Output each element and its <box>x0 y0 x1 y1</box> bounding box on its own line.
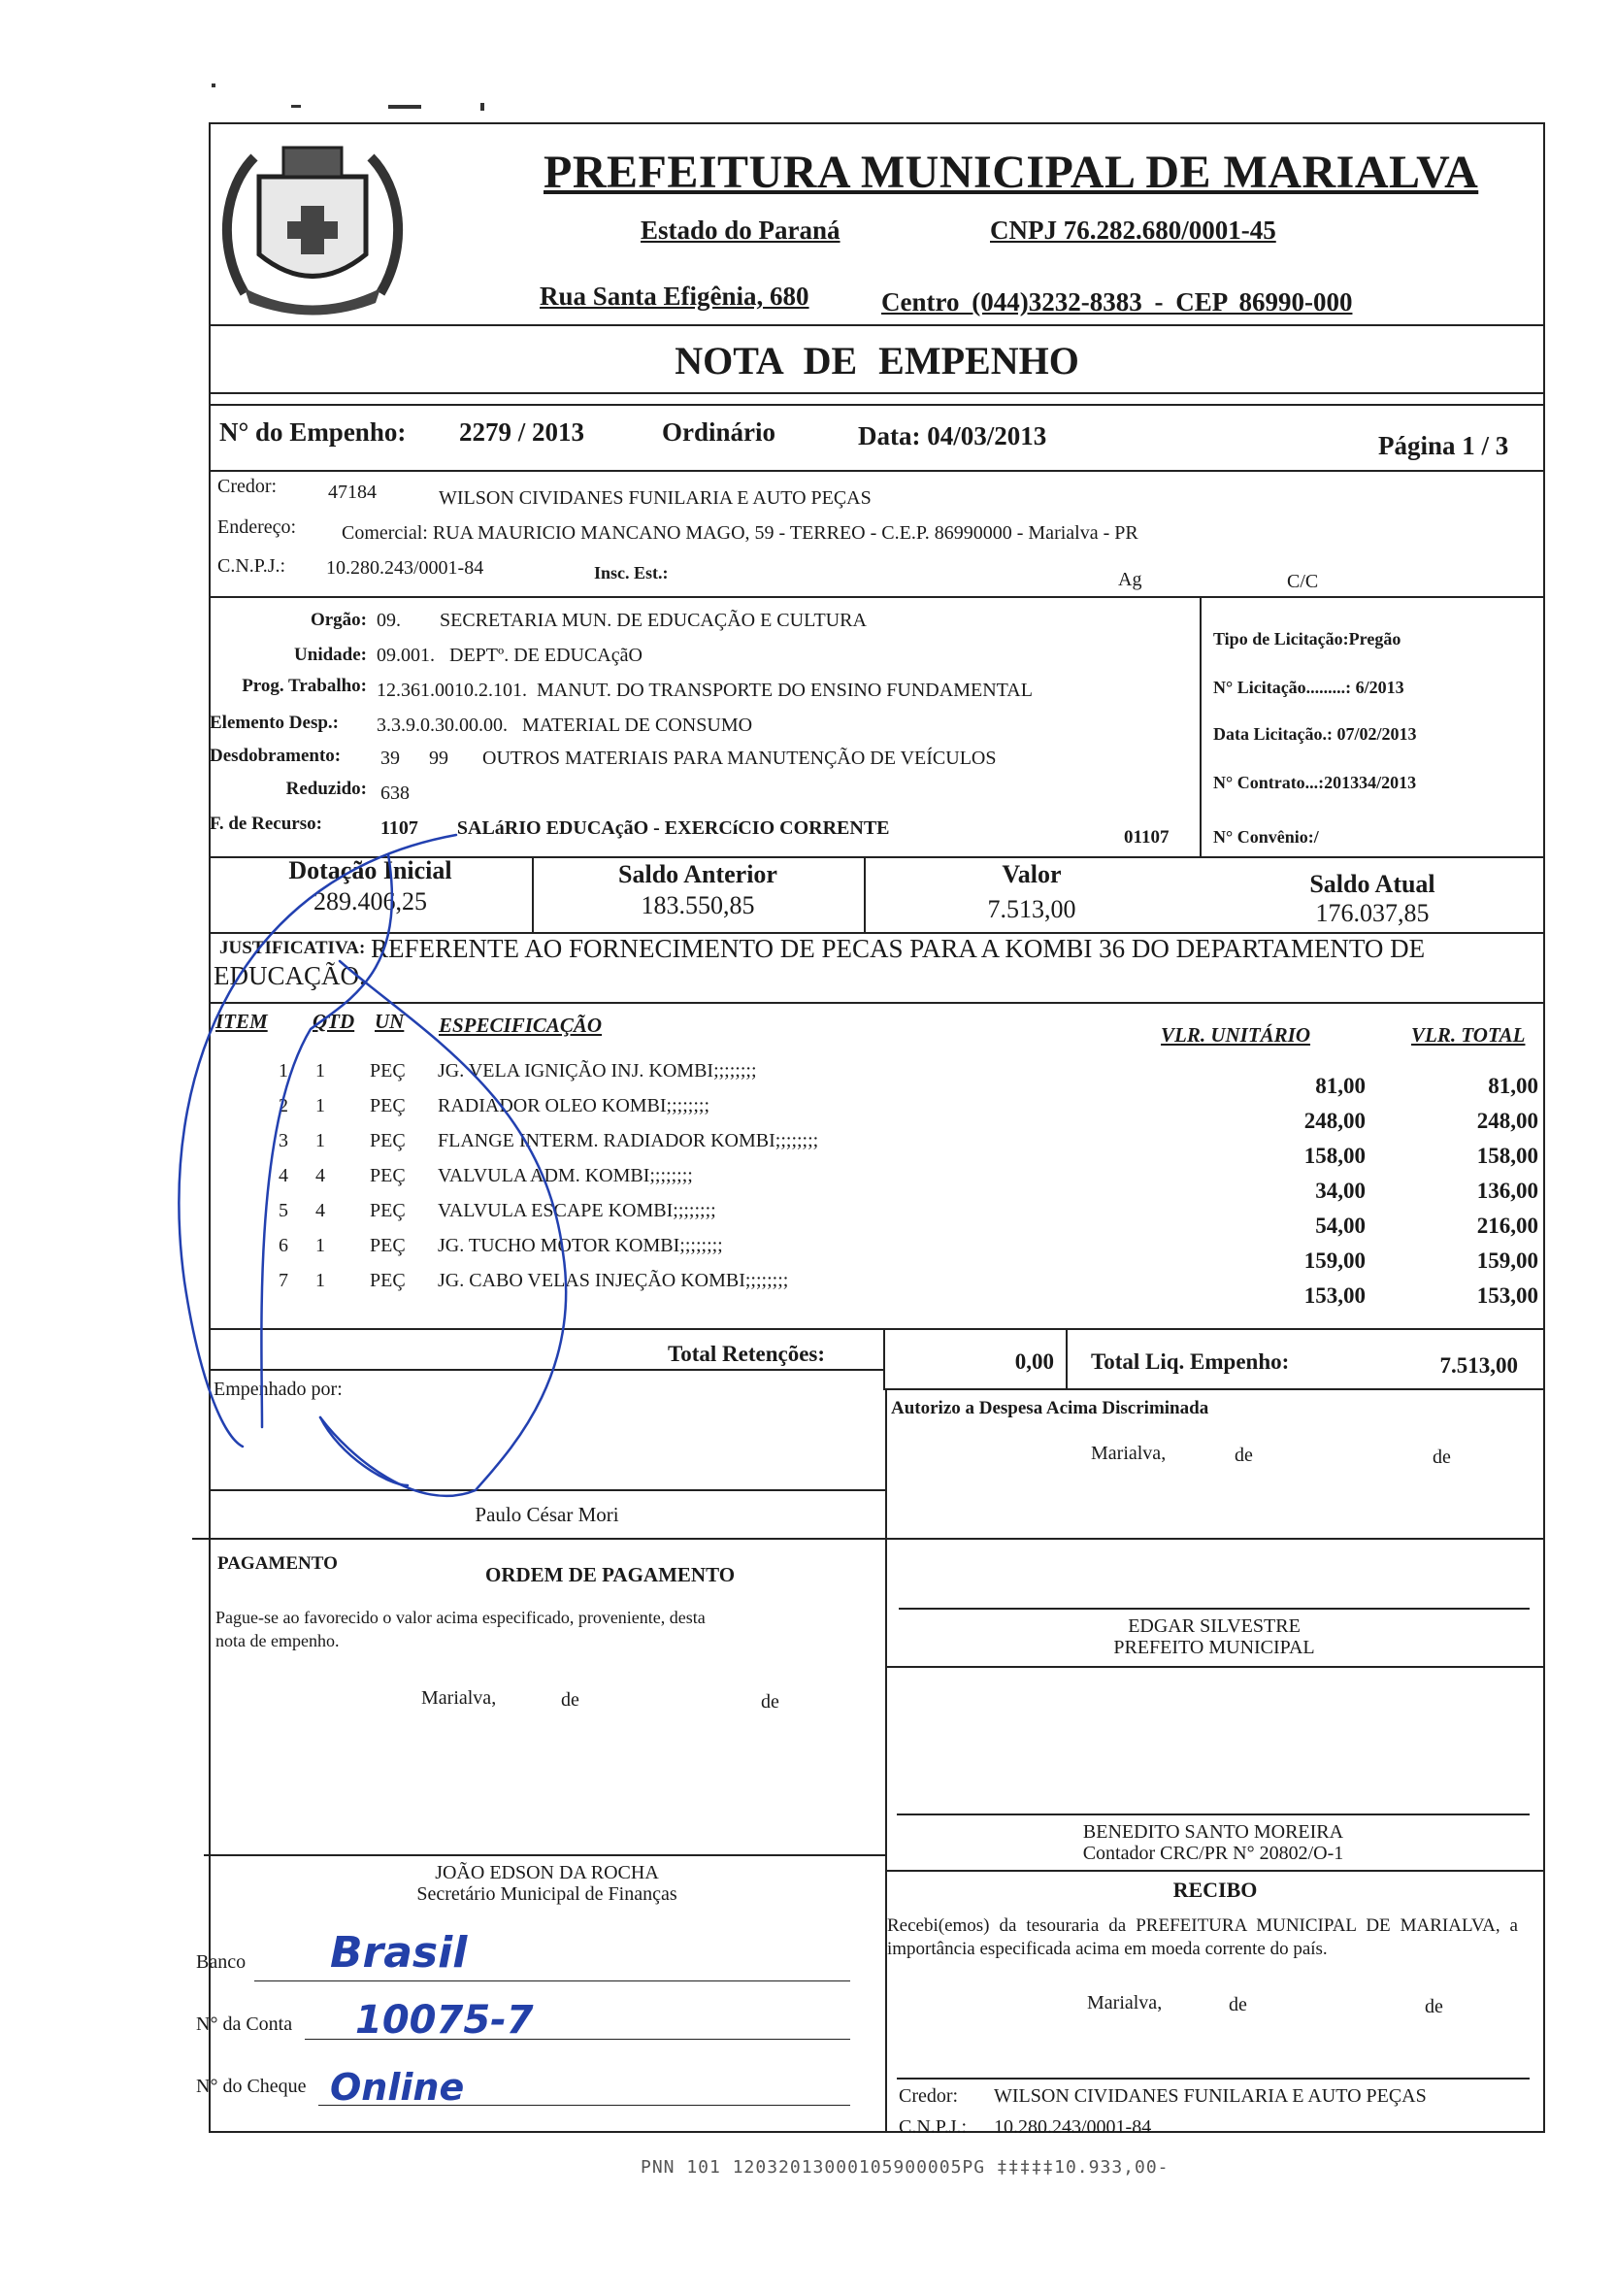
recibo-text: Recebi(emos) da tesouraria da PREFEITURA MUNICIPAL DE MARIALVA, a importância especificada acima em moeda corrente do país. <box>887 1915 1518 1959</box>
contador-role: Contador CRC/PR N° 20802/O-1 <box>1082 1843 1344 1864</box>
contrato-numero: N° Contrato...:201334/2013 <box>1213 773 1417 792</box>
justificativa-text-cont: EDUCAÇÃO. <box>214 961 366 990</box>
item-desc: FLANGE INTERM. RADIADOR KOMBI;;;;;;;; <box>438 1130 819 1151</box>
autorizo-label: Autorizo a Despesa Acima Discriminada <box>891 1398 1209 1418</box>
cnpj-label: C.N.P.J.: <box>217 555 286 577</box>
elemento-value: 3.3.9.0.30.00.00. MATERIAL DE CONSUMO <box>377 715 753 736</box>
credor-name: WILSON CIVIDANES FUNILARIA E AUTO PEÇAS <box>439 487 872 509</box>
footer-code: PNN 101 12032013000105900005PG ‡‡‡‡‡10.933,00- <box>641 2157 1170 2178</box>
prefeito-role: PREFEITO MUNICIPAL <box>1113 1637 1315 1658</box>
reduzido-value: 638 <box>380 782 410 804</box>
item-number: 5 <box>279 1200 288 1221</box>
saldo-anterior-value: 183.550,85 <box>641 891 755 919</box>
item-desc: RADIADOR OLEO KOMBI;;;;;;;; <box>438 1095 709 1116</box>
ordem-pagamento-label: ORDEM DE PAGAMENTO <box>485 1563 736 1586</box>
conta-label: N° da Conta <box>196 2013 293 2035</box>
recurso-value: 1107 SALáRIO EDUCAçãO - EXERCíCIO CORRENTE <box>380 817 890 839</box>
cheque-label: N° do Cheque <box>196 2076 307 2097</box>
item-un: PEÇ <box>370 1235 406 1256</box>
item-total-value: 81,00 <box>1488 1074 1538 1098</box>
empenho-date: Data: 04/03/2013 <box>858 421 1047 450</box>
item-un: PEÇ <box>370 1200 406 1221</box>
saldo-atual-value: 176.037,85 <box>1315 899 1430 927</box>
item-number: 4 <box>279 1165 288 1186</box>
credor-label: Credor: <box>217 476 278 497</box>
unidade-value: 09.001. DEPTº. DE EDUCAçãO <box>377 645 643 666</box>
total-liq-value: 7.513,00 <box>1439 1353 1518 1378</box>
recurso-code: 01107 <box>1124 827 1170 848</box>
item-qtd: 4 <box>315 1200 325 1221</box>
item-un: PEÇ <box>370 1095 406 1116</box>
item-unit-value: 54,00 <box>1315 1214 1366 1238</box>
header-street: Rua Santa Efigênia, 680 <box>540 282 809 311</box>
prog-value: 12.361.0010.2.101. MANUT. DO TRANSPORTE DO ENSINO FUNDAMENTAL <box>377 680 1033 701</box>
item-unit-value: 34,00 <box>1315 1179 1366 1203</box>
item-un: PEÇ <box>370 1130 406 1151</box>
item-number: 7 <box>279 1270 288 1291</box>
address-label: Endereço: <box>217 516 297 538</box>
item-total-value: 158,00 <box>1476 1144 1538 1168</box>
item-un: PEÇ <box>370 1165 406 1186</box>
item-unit-value: 159,00 <box>1303 1248 1366 1273</box>
item-total-value: 216,00 <box>1476 1214 1538 1238</box>
recibo-de: de <box>1229 1994 1247 2015</box>
pagamento-text: Pague-se ao favorecido o valor acima especificado, proveniente, desta <box>215 1608 706 1627</box>
item-unit-value: 158,00 <box>1303 1144 1366 1168</box>
secretario-role: Secretário Municipal de Finanças <box>416 1883 677 1905</box>
credor-cnpj: 10.280.243/0001-84 <box>326 557 484 579</box>
item-desc: JG. VELA IGNIÇÃO INJ. KOMBI;;;;;;;; <box>438 1060 757 1081</box>
item-un: PEÇ <box>370 1270 406 1291</box>
desdobramento-label: Desdobramento: <box>210 746 342 766</box>
autorizo-de: de <box>1235 1445 1253 1466</box>
doc-title: NOTA DE EMPENHO <box>675 339 1079 383</box>
item-number: 3 <box>279 1130 288 1151</box>
col-item-header: ITEM <box>215 1010 268 1033</box>
pagamento-de: de <box>761 1691 779 1713</box>
header-contact: Centro (044)3232-8383 - CEP 86990-000 <box>881 287 1353 316</box>
empenho-label: N° do Empenho: <box>219 417 407 447</box>
justificativa-text: REFERENTE AO FORNECIMENTO DE PECAS PARA A KOMBI 36 DO DEPARTAMENTO DE <box>371 934 1426 963</box>
item-qtd: 1 <box>315 1130 325 1151</box>
banco-handwritten: Brasil <box>330 1928 468 1978</box>
col-un-header: UN <box>375 1010 405 1033</box>
col-espec-header: ESPECIFICAÇÃO <box>439 1014 603 1037</box>
recibo-credor-name: WILSON CIVIDANES FUNILARIA E AUTO PEÇAS <box>994 2085 1427 2107</box>
item-total-value: 136,00 <box>1476 1179 1538 1203</box>
contador-signer: BENEDITO SANTO MOREIRA <box>1082 1821 1344 1843</box>
empenhado-label: Empenhado por: <box>214 1379 343 1400</box>
licitacao-data: Data Licitação.: 07/02/2013 <box>1213 724 1417 744</box>
pagamento-de: de <box>561 1689 579 1711</box>
conta-handwritten: 10075-7 <box>355 1998 534 2043</box>
item-un: PEÇ <box>370 1060 406 1081</box>
licitacao-numero: N° Licitação.........: 6/2013 <box>1213 678 1404 697</box>
total-liq-label: Total Liq. Empenho: <box>1091 1349 1290 1374</box>
retencoes-label: Total Retenções: <box>668 1342 826 1366</box>
recibo-cnpj-label: C.N.P.J.: <box>899 2116 968 2138</box>
item-total-value: 153,00 <box>1476 1283 1538 1308</box>
item-desc: VALVULA ESCAPE KOMBI;;;;;;;; <box>438 1200 716 1221</box>
item-desc: JG. TUCHO MOTOR KOMBI;;;;;;;; <box>438 1235 723 1256</box>
col-qtd-header: QTD <box>313 1010 355 1033</box>
pagamento-label: PAGAMENTO <box>217 1553 338 1574</box>
item-unit-value: 248,00 <box>1303 1109 1366 1133</box>
item-number: 6 <box>279 1235 288 1256</box>
ag-label: Ag <box>1118 569 1142 590</box>
item-total-value: 159,00 <box>1476 1248 1538 1273</box>
valor-value: 7.513,00 <box>987 895 1076 923</box>
cheque-handwritten: Online <box>330 2066 465 2109</box>
recibo-label: RECIBO <box>1172 1878 1258 1902</box>
credor-code: 47184 <box>328 482 377 503</box>
reduzido-label: Reduzido: <box>285 779 367 799</box>
desdobramento-value: 39 99 OUTROS MATERIAIS PARA MANUTENÇÃO DE VEÍCULOS <box>380 748 997 769</box>
autorizo-de: de <box>1433 1447 1451 1468</box>
empenho-number: 2279 / 2013 <box>459 417 585 447</box>
item-number: 1 <box>279 1060 288 1081</box>
saldo-atual-label: Saldo Atual <box>1309 870 1435 898</box>
recibo-de: de <box>1425 1996 1443 2017</box>
item-qtd: 1 <box>315 1270 325 1291</box>
pagamento-place: Marialva, <box>421 1687 497 1709</box>
header-title: PREFEITURA MUNICIPAL DE MARIALVA <box>544 147 1479 198</box>
recibo-credor-label: Credor: <box>899 2085 959 2107</box>
convenio-numero: N° Convênio:/ <box>1213 827 1319 847</box>
pagamento-text-cont: nota de empenho. <box>215 1631 340 1650</box>
dotacao-label: Dotação Inicial <box>288 856 452 884</box>
empenhado-signer: Paulo César Mori <box>475 1503 619 1526</box>
item-desc: JG. CABO VELAS INJEÇÃO KOMBI;;;;;;;; <box>438 1270 789 1291</box>
item-unit-value: 153,00 <box>1303 1283 1366 1308</box>
unidade-label: Unidade: <box>294 645 367 665</box>
secretario-signer: JOÃO EDSON DA ROCHA <box>435 1862 659 1883</box>
item-qtd: 4 <box>315 1165 325 1186</box>
cc-label: C/C <box>1287 571 1319 592</box>
justificativa-label: JUSTIFICATIVA: <box>219 938 366 958</box>
prog-label: Prog. Trabalho: <box>242 676 367 696</box>
recurso-label: F. de Recurso: <box>210 814 322 834</box>
elemento-label: Elemento Desp.: <box>210 713 339 733</box>
banco-label: Banco <box>196 1951 247 1973</box>
dotacao-value: 289.406,25 <box>313 887 427 915</box>
header-state: Estado do Paraná <box>641 216 840 245</box>
item-total-value: 248,00 <box>1476 1109 1538 1133</box>
recibo-place: Marialva, <box>1087 1992 1163 2013</box>
empenho-type: Ordinário <box>662 417 776 447</box>
saldo-anterior-label: Saldo Anterior <box>618 860 777 888</box>
retencoes-value: 0,00 <box>1014 1349 1054 1374</box>
col-total-header: VLR. TOTAL <box>1411 1023 1526 1047</box>
col-unit-header: VLR. UNITÁRIO <box>1161 1023 1311 1047</box>
credor-address: Comercial: RUA MAURICIO MANCANO MAGO, 59 - TERREO - C.E.P. 86990000 - Marialva - PR <box>342 522 1138 544</box>
item-unit-value: 81,00 <box>1315 1074 1366 1098</box>
insc-label: Insc. Est.: <box>594 563 669 582</box>
item-number: 2 <box>279 1095 288 1116</box>
autorizo-place: Marialva, <box>1091 1443 1167 1464</box>
item-qtd: 1 <box>315 1060 325 1081</box>
licitacao-tipo: Tipo de Licitação:Pregão <box>1213 629 1401 649</box>
item-qtd: 1 <box>315 1235 325 1256</box>
orgao-label: Orgão: <box>310 610 367 630</box>
recibo-cnpj: 10.280.243/0001-84 <box>994 2116 1152 2138</box>
item-desc: VALVULA ADM. KOMBI;;;;;;;; <box>438 1165 693 1186</box>
orgao-value: 09. SECRETARIA MUN. DE EDUCAÇÃO E CULTURA <box>377 610 867 631</box>
header-cnpj: CNPJ 76.282.680/0001-45 <box>990 216 1276 245</box>
prefeito-signer: EDGAR SILVESTRE <box>1128 1615 1301 1637</box>
valor-label: Valor <box>1002 860 1062 888</box>
item-qtd: 1 <box>315 1095 325 1116</box>
page-number: Página 1 / 3 <box>1378 431 1509 460</box>
